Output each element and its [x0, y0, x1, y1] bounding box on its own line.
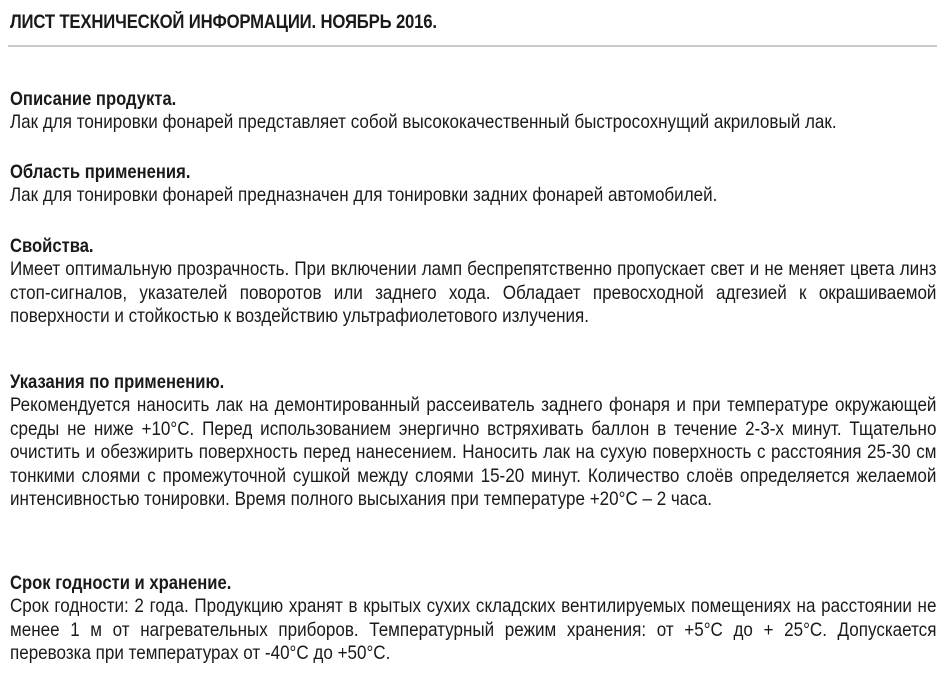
section-body: Лак для тонировки фонарей представляет собой высококачественный быстросохнущий акриловый лак. — [10, 111, 837, 133]
section-usage-instructions — [10, 371, 936, 512]
section-body: Рекомендуется наносить лак на демонтированный рассеиватель заднего фонаря и при температуре окружающей среды не ниже +10°С. Перед использованием энергично встряхивать баллон в течение 2-3-х минут. Тщательно очистить и обезжирить поверхность перед нанесением. Наносить лак на сухую поверхность с расстояния 25-30 см тонкими слоями с промежуточной сушкой между слоями 15-20 минут. Количество слоёв определяется желаемой интенсивностью тонировки. Время полного высыхания при температуре +20°С – 2 часа. — [10, 394, 937, 510]
section-heading: Свойства. — [10, 236, 94, 257]
section-application-area — [10, 161, 936, 208]
section-shelf-life-storage — [10, 572, 936, 666]
section-body: Срок годности: 2 года. Продукцию хранят в крытых сухих складских вентилируемых помещениях на расстоянии не менее 1 м от нагревательных приборов. Температурный режим хранения: от +5°С до + 25°С. Допускается перевозка при температурах от -40°С до +50°С. — [10, 595, 937, 664]
section-body: Имеет оптимальную прозрачность. При включении ламп беспрепятственно пропускает свет и не меняет цвета линз стоп-сигналов, указателей поворотов или заднего хода. Обладает превосходной адгезией к окрашиваемой поверхности и стойкостью к воздействию ультрафиолетового излучения. — [10, 258, 937, 327]
section-heading: Указания по применению. — [10, 372, 225, 393]
header-divider — [8, 45, 937, 47]
section-heading: Описание продукта. — [10, 89, 177, 110]
section-body: Лак для тонировки фонарей предназначен для тонировки задних фонарей автомобилей. — [10, 184, 718, 206]
section-heading: Срок годности и хранение. — [10, 573, 232, 594]
section-product-description — [10, 88, 936, 135]
section-properties — [10, 235, 936, 329]
document-title: ЛИСТ ТЕХНИЧЕСКОЙ ИНФОРМАЦИИ. НОЯБРЬ 2016. — [10, 12, 437, 33]
section-heading: Область применения. — [10, 162, 191, 183]
